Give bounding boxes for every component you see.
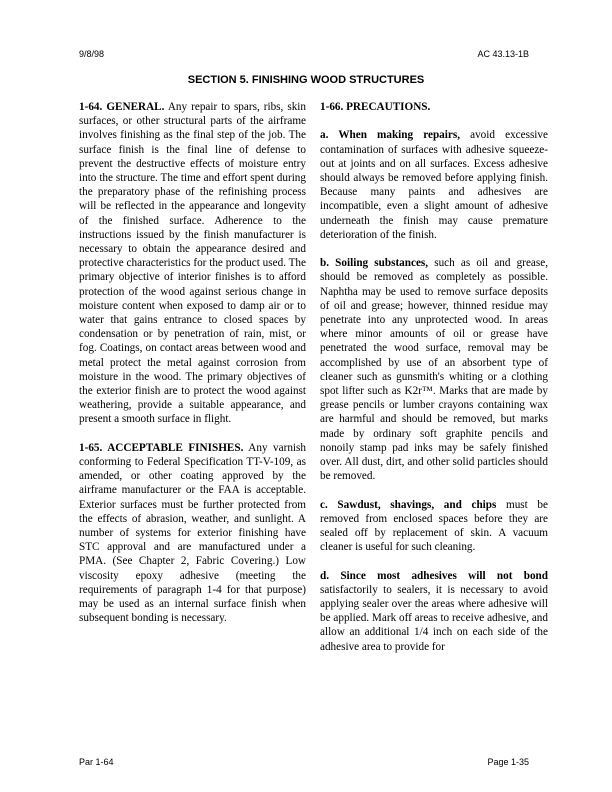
header-doc-id: AC 43.13-1B <box>477 49 529 59</box>
subparagraph-b <box>320 256 548 483</box>
subparagraph-c-body: must be removed from enclosed spaces before they are sealed off by replacement of skin. A vacuum cleaner is useful for such cleaning. <box>320 498 548 554</box>
footer-paragraph-ref: Par 1-64 <box>79 757 114 767</box>
subparagraph-d-body: satisfactorily to sealers, it is necessary to avoid applying sealer over the areas where adhesive will be applied. Mark off areas to receive adhesive, and allow an additional 1/4 inch on each side of the adhesive area to provide for <box>320 583 548 653</box>
subparagraph-a-label: a. When making repairs, <box>320 129 460 142</box>
section-title: SECTION 5. FINISHING WOOD STRUCTURES <box>187 74 425 86</box>
paragraph-general <box>79 100 306 427</box>
paragraph-precautions-heading <box>320 100 548 114</box>
paragraph-general-body: Any repair to spars, ribs, skin surfaces, or other structural parts of the airframe involves finishing as the final step of the job. The surface finish is the final line of defense to prevent the destructive effects of moisture entry into the structure. The time and effort spent during the preparatory phase of the refinishing process will be reflected in the appearance and longevity of the finished surface. Adherence to the instructions issued by the finish manufacturer is necessary to obtain the appearance desired and protective characteristics for the product used. The primary objective of interior finishes is to afford protection of the wood against serious change in moisture content when exposed to damp air or to water that gains entrance to closed spaces by condensation or by penetration of rain, mist, or fog. Coatings, on contact areas between wood and metal protect the metal against corrosion from moisture in the wood. The primary objectives of the exterior finish are to protect the wood against weathering, provide a suitable appearance, and present a smooth surface in flight. <box>79 101 306 426</box>
paragraph-general-heading: 1-64. GENERAL. <box>79 101 165 113</box>
left-column <box>79 100 306 640</box>
subparagraph-d <box>320 569 548 654</box>
subparagraph-a <box>320 128 548 242</box>
precautions-heading: 1-66. PRECAUTIONS. <box>320 101 431 113</box>
footer-page-number: Page 1-35 <box>487 757 529 767</box>
paragraph-acceptable-finishes <box>79 441 306 626</box>
header-date: 9/8/98 <box>79 49 105 59</box>
subparagraph-c <box>320 498 548 555</box>
subparagraph-d-label: d. Since most adhesives will not bond <box>320 569 548 582</box>
paragraph-acceptable-finishes-heading: 1-65. ACCEPTABLE FINISHES. <box>79 441 244 454</box>
subparagraph-b-label: b. Soiling substances, <box>320 257 429 270</box>
right-column <box>320 100 548 668</box>
subparagraph-c-label: c. Sawdust, shavings, and chips <box>320 498 497 511</box>
subparagraph-a-body: avoid excessive contamination of surfaces with adhesive squeeze-out at joints and on all surfaces. Excess adhesive should always be removed before applying finish. Because many paints and adhesives are incompatible, even a slight amount of adhesive underneath the finish may cause premature deterioration of the finish. <box>320 129 548 241</box>
paragraph-acceptable-finishes-body: Any varnish conforming to Federal Specification TT-V-109, as amended, or other coating approved by the airframe manufacturer or the FAA is acceptable. Exterior surfaces must be further protected from the effects of abrasion, weather, and sunlight. A number of systems for exterior finishing have STC approval and are manufactured under a PMA. (See Chapter 2, Fabric Covering.) Low viscosity epoxy adhesive (meeting the requirements of paragraph 1-4 for that purpose) may be used as an internal surface finish when subsequent bonding is necessary. <box>79 441 306 625</box>
subparagraph-b-body: such as oil and grease, should be removed as completely as possible. Naphtha may be used to remove surface deposits of oil and grease; however, thinned residue may penetrate into any unprotected wood. In areas where minor amounts of oil or grease have penetrated the wood surface, removal may be accomplished by use of an absorbent type of cleaner such as gunsmith's whiting or a clothing spot lifter such as K2r™. Marks that are made by grease pencils or lumber crayons containing wax are harmful and should be removed, but marks made by ordinary soft graphite pencils and nonoily stamp pad inks may be safely finished over. All dust, dirt, and other solid particles should be removed. <box>320 257 548 483</box>
